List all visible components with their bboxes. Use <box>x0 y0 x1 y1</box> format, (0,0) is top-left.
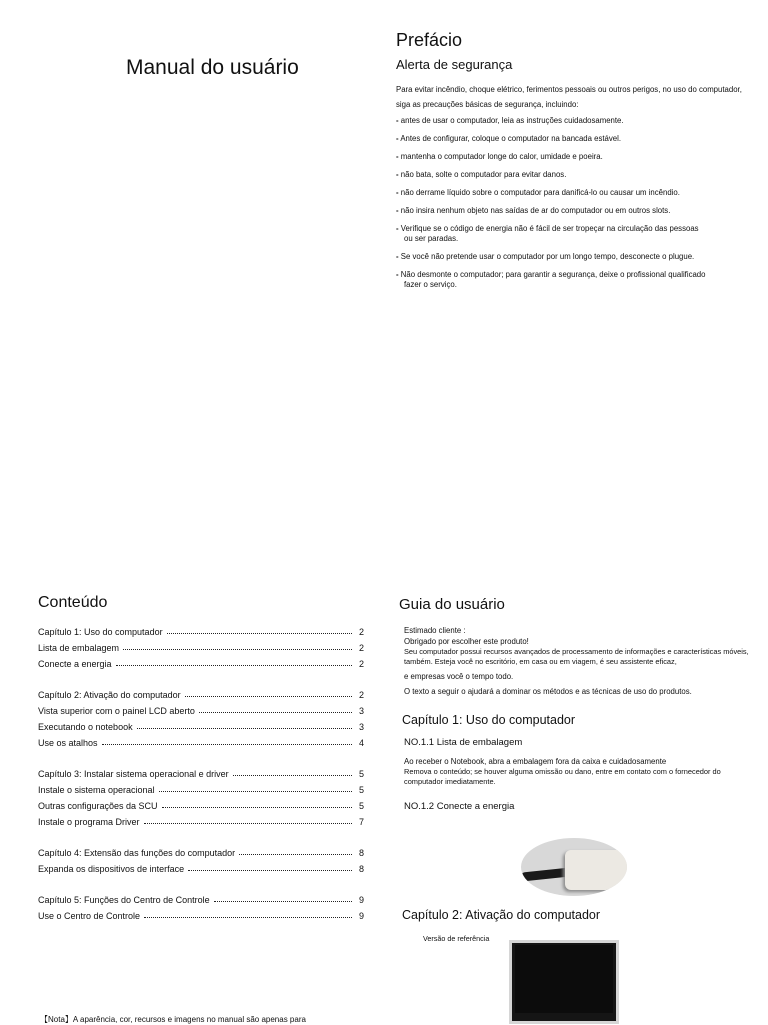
toc-entry-label: Use o Centro de Controle <box>38 911 141 921</box>
laptop-screen <box>515 945 613 1013</box>
toc-entry <box>38 766 364 782</box>
toc-entry-page: 5 <box>358 785 364 795</box>
safety-item <box>396 116 746 126</box>
toc-entry-page: 2 <box>358 690 364 700</box>
bullet-marker: - <box>396 224 399 233</box>
safety-item <box>396 224 746 244</box>
toc-entry <box>38 624 364 640</box>
safety-item-text: não derrame líquido sobre o computador para danificá-lo ou causar um incêndio. <box>400 188 680 197</box>
toc-entry-label: Use os atalhos <box>38 738 98 748</box>
safety-item <box>396 134 746 144</box>
safety-item-continuation: fazer o serviço. <box>404 280 457 289</box>
toc-entry-page: 2 <box>358 659 364 669</box>
toc-entry-label: Conecte a energia <box>38 659 112 669</box>
toc-entry <box>38 640 364 656</box>
bullet-marker: - <box>396 206 399 215</box>
toc-entry-label: Capítulo 5: Funções do Centro de Controle <box>38 895 210 905</box>
toc-entry <box>38 687 364 703</box>
toc-leader-dots <box>199 712 352 713</box>
toc-entry <box>38 656 364 672</box>
table-of-contents <box>38 594 364 939</box>
toc-entry <box>38 719 364 735</box>
safety-item <box>396 188 746 198</box>
toc-leader-dots <box>137 728 352 729</box>
toc-entry-page: 9 <box>358 911 364 921</box>
toc-leader-dots <box>116 665 352 666</box>
toc-entry <box>38 845 364 861</box>
toc-leader-dots <box>123 649 352 650</box>
safety-item-text: Não desmonte o computador; para garantir a segurança, deixe o profissional qualificado <box>400 270 706 279</box>
toc-entry <box>38 782 364 798</box>
toc-entry <box>38 798 364 814</box>
toc-entry <box>38 735 364 751</box>
safety-item-text: antes de usar o computador, leia as instruções cuidadosamente. <box>400 116 624 125</box>
safety-item-text: Antes de configurar, coloque o computador na bancada estável. <box>400 134 621 143</box>
safety-alert-heading: Alerta de segurança <box>396 57 513 72</box>
toc-entry-label: Expanda os dispositivos de interface <box>38 864 185 874</box>
toc-leader-dots <box>162 807 352 808</box>
guide-paragraph-1b: e empresas você o tempo todo. <box>404 672 514 681</box>
connector-plate <box>565 850 627 890</box>
guide-paragraph-1: Seu computador possui recursos avançados de processamento de informações e características móveis, também. Esteja você no escritório, em casa ou em viagem, é seu assistente eficaz, <box>404 647 749 666</box>
user-guide-section <box>399 596 749 820</box>
toc-leader-dots <box>185 696 352 697</box>
guide-title: Guia do usuário <box>399 596 505 613</box>
toc-leader-dots <box>214 901 352 902</box>
chapter-2-heading: Capítulo 2: Ativação do computador <box>402 908 601 922</box>
packing-list-text-2: Remova o conteúdo; se houver alguma omissão ou dano, entre em contato com o fornecedor do computador imediatamente. <box>404 767 721 786</box>
toc-group <box>38 687 364 751</box>
toc-entry-page: 8 <box>358 864 364 874</box>
cover-title: Manual do usuário <box>126 56 299 79</box>
guide-thanks: Obrigado por escolher este produto! <box>404 637 529 646</box>
toc-leader-dots <box>144 917 352 918</box>
toc-leader-dots <box>159 791 352 792</box>
toc-entry-label: Capítulo 3: Instalar sistema operacional e driver <box>38 769 229 779</box>
toc-leader-dots <box>233 775 352 776</box>
section-1-2-heading: NO.1.2 Conecte a energia <box>404 801 515 812</box>
reference-version-label: Versão de referência <box>423 934 490 943</box>
safety-item-text: mantenha o computador longe do calor, umidade e poeira. <box>400 152 603 161</box>
bullet-marker: - <box>396 170 399 179</box>
laptop-image <box>509 940 619 1024</box>
bullet-marker: - <box>396 134 399 143</box>
toc-group <box>38 766 364 830</box>
toc-entry-label: Vista superior com o painel LCD aberto <box>38 706 195 716</box>
safety-item-continuation: ou ser paradas. <box>404 234 459 243</box>
section-1-1-heading: NO.1.1 Lista de embalagem <box>404 737 523 748</box>
toc-entry-label: Capítulo 1: Uso do computador <box>38 627 163 637</box>
toc-entry-page: 7 <box>358 817 364 827</box>
safety-item <box>396 152 746 162</box>
safety-item <box>396 206 746 216</box>
toc-entry-page: 4 <box>358 738 364 748</box>
toc-leader-dots <box>102 744 352 745</box>
toc-entry-label: Instale o programa Driver <box>38 817 140 827</box>
preface-intro: Para evitar incêndio, choque elétrico, ferimentos pessoais ou outros perigos, no uso do computador, siga as precauções básicas de segurança, incluindo: <box>396 85 742 109</box>
safety-item <box>396 252 746 262</box>
bullet-marker: - <box>396 252 399 261</box>
appearance-note: 【Nota】A aparência, cor, recursos e imagens no manual são apenas para <box>40 1015 306 1024</box>
toc-entry-page: 2 <box>358 627 364 637</box>
toc-entry-page: 2 <box>358 643 364 653</box>
preface-title: Prefácio <box>396 30 463 50</box>
toc-entry-label: Executando o notebook <box>38 722 133 732</box>
power-connector-image <box>521 838 627 896</box>
toc-entry-page: 3 <box>358 706 364 716</box>
toc-entry-page: 8 <box>358 848 364 858</box>
toc-group <box>38 892 364 924</box>
safety-item-text: Se você não pretende usar o computador por um longo tempo, desconecte o plugue. <box>400 252 695 261</box>
toc-entry-label: Capítulo 2: Ativação do computador <box>38 690 181 700</box>
toc-leader-dots <box>167 633 352 634</box>
bullet-marker: - <box>396 270 399 279</box>
toc-title: Conteúdo <box>38 594 108 611</box>
toc-leader-dots <box>144 823 352 824</box>
toc-entry <box>38 814 364 830</box>
guide-greeting: Estimado cliente : <box>404 626 466 635</box>
toc-entry-label: Instale o sistema operacional <box>38 785 155 795</box>
toc-entry <box>38 892 364 908</box>
safety-item-text: não insira nenhum objeto nas saídas de ar do computador ou em outros slots. <box>400 206 671 215</box>
safety-item-text: não bata, solte o computador para evitar danos. <box>400 170 567 179</box>
bullet-marker: - <box>396 116 399 125</box>
toc-entry-label: Capítulo 4: Extensão das funções do computador <box>38 848 236 858</box>
toc-entry <box>38 703 364 719</box>
toc-body <box>38 624 364 924</box>
bullet-marker: - <box>396 152 399 161</box>
safety-item <box>396 170 746 180</box>
power-cable <box>521 867 571 881</box>
toc-entry-page: 3 <box>358 722 364 732</box>
toc-group <box>38 624 364 672</box>
chapter-1-heading: Capítulo 1: Uso do computador <box>402 713 576 727</box>
safety-item-text: Verifique se o código de energia não é fácil de ser tropeçar na circulação das pessoas <box>400 224 699 233</box>
toc-entry-label: Outras configurações da SCU <box>38 801 158 811</box>
toc-leader-dots <box>239 854 352 855</box>
safety-list <box>396 116 746 290</box>
guide-paragraph-2: O texto a seguir o ajudará a dominar os métodos e as técnicas de uso do produtos. <box>404 687 692 696</box>
bullet-marker: - <box>396 188 399 197</box>
toc-group <box>38 845 364 877</box>
toc-leader-dots <box>188 870 352 871</box>
toc-entry-label: Lista de embalagem <box>38 643 120 653</box>
toc-entry <box>38 861 364 877</box>
toc-entry-page: 5 <box>358 801 364 811</box>
packing-list-text: Ao receber o Notebook, abra a embalagem fora da caixa e cuidadosamente <box>404 757 667 766</box>
safety-item <box>396 270 746 290</box>
toc-entry-page: 9 <box>358 895 364 905</box>
toc-entry <box>38 908 364 924</box>
preface-section <box>396 30 746 298</box>
toc-entry-page: 5 <box>358 769 364 779</box>
